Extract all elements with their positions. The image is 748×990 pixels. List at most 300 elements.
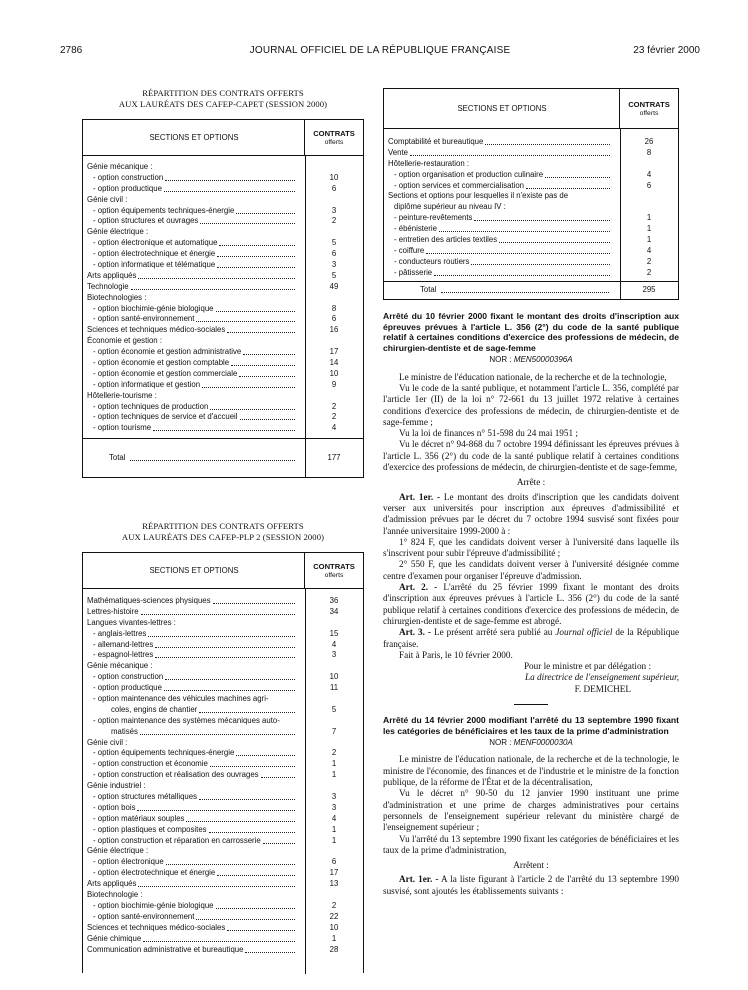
decree-1-preamble: Le ministre de l'éducation nationale, de la recherche et de la technologie, xyxy=(399,371,667,382)
dot-leader xyxy=(148,636,295,637)
dot-leader xyxy=(236,213,295,214)
dot-leader xyxy=(426,253,610,254)
row-value: 6 xyxy=(331,314,337,324)
dot-leader xyxy=(217,267,295,268)
dot-leader xyxy=(202,387,295,388)
decree-2-nor-code: MENF0000030A xyxy=(513,738,573,748)
table-row xyxy=(83,618,363,629)
row-value: 6 xyxy=(646,180,652,190)
row-label: diplôme supérieur au niveau IV : xyxy=(394,202,506,212)
table-row xyxy=(384,202,678,213)
dot-leader xyxy=(155,657,295,658)
row-label: - option maintenance des systèmes mécaniques auto- xyxy=(93,715,280,725)
table-row xyxy=(83,901,363,912)
table-row xyxy=(83,206,363,217)
journal-title: JOURNAL OFFICIEL DE LA RÉPUBLIQUE FRANÇAISE xyxy=(249,45,511,56)
row-value: 1 xyxy=(331,759,337,769)
dot-leader xyxy=(143,941,295,942)
row-label: Génie civil : xyxy=(87,737,128,747)
row-value: 2 xyxy=(646,256,652,266)
table-row xyxy=(83,759,363,770)
table-row xyxy=(384,191,678,202)
separator-rule xyxy=(514,704,548,705)
table-row xyxy=(83,282,363,293)
row-value: 17 xyxy=(329,347,339,357)
row-label: Hôtellerie-tourisme : xyxy=(87,390,157,400)
row-label: - option productique xyxy=(93,683,162,693)
row-value: 6 xyxy=(331,857,337,867)
row-label: - anglais-lettres xyxy=(93,628,147,638)
table1-total-row xyxy=(83,438,363,478)
row-label: - allemand-lettres xyxy=(93,639,154,649)
dot-leader xyxy=(243,354,295,355)
dot-leader xyxy=(261,777,295,778)
row-value: 1 xyxy=(331,933,337,943)
dot-leader xyxy=(245,952,295,953)
dot-leader xyxy=(526,188,610,189)
row-label: - option équipements techniques-énergie xyxy=(93,748,235,758)
decree-2-nor-label: NOR : xyxy=(489,738,512,748)
decree-1-article-1-text: Le montant des droits d'inscription que les candidats doivent verser aux universités pour inscription aux épreuves d'admissibilité et d'admission prévues par le décret du 7 octobre 1994 susvisé sont fixées pour l'année universitaire 1999-2000 à : xyxy=(383,491,679,536)
dot-leader xyxy=(131,289,295,290)
row-label: - option santé-environnement xyxy=(93,911,195,921)
table-row xyxy=(83,596,363,607)
row-value: 15 xyxy=(329,628,339,638)
decree-1-nor-code: MEN50000396A xyxy=(513,355,573,365)
row-value: 3 xyxy=(331,802,337,812)
dot-leader xyxy=(137,810,295,811)
table2-col-offerts-label: offerts xyxy=(324,571,344,579)
row-label: matisés xyxy=(111,726,138,736)
row-label: - option économie et gestion comptable xyxy=(93,358,230,368)
row-label: - option économie et gestion administrative xyxy=(93,347,242,357)
row-label: Génie civil : xyxy=(87,194,128,204)
row-label: Génie mécanique : xyxy=(87,661,153,671)
row-label: - option organisation et production culinaire xyxy=(394,169,544,179)
table-row xyxy=(83,846,363,857)
dot-leader xyxy=(209,832,295,833)
dot-leader xyxy=(196,919,295,920)
row-label: Génie industriel : xyxy=(87,781,146,791)
row-label: - option bois xyxy=(93,802,136,812)
table3 xyxy=(383,88,679,300)
decree-1-article-3 xyxy=(383,627,679,650)
table2-body xyxy=(83,589,363,974)
row-label: - option informatique et gestion xyxy=(93,379,201,389)
row-value: 1 xyxy=(646,213,652,223)
row-label: Comptabilité et bureautique xyxy=(388,137,484,146)
table-row xyxy=(83,260,363,271)
decree-2-title: Arrêté du 14 février 2000 modifiant l'arrêté du 13 septembre 1990 fixant les catégories de bénéficiaires et les taux de la prime d'administration xyxy=(383,714,679,736)
row-label: - option productique xyxy=(93,183,162,193)
row-label: - coiffure xyxy=(394,245,425,255)
dot-leader xyxy=(140,734,295,735)
table-row xyxy=(83,945,363,956)
dot-leader xyxy=(155,647,295,648)
decree-2-article-1-text: A la liste figurant à l'article 2 de l'arrêté du 13 septembre 1990 susvisé, sont ajoutés les établissements suivants : xyxy=(383,874,679,896)
row-label: - option construction et réalisation des ouvrages xyxy=(93,770,259,780)
table-row xyxy=(83,412,363,423)
row-label: - option construction xyxy=(93,672,164,682)
table-row xyxy=(384,148,678,159)
table-row xyxy=(384,224,678,235)
table-row xyxy=(83,380,363,391)
row-value: 5 xyxy=(331,704,337,714)
table1-total-leader xyxy=(130,460,295,461)
decree-1-visa-2: Vu la loi de finances n° 51-598 du 24 mai 1951 ; xyxy=(399,428,578,439)
dot-leader xyxy=(210,766,295,767)
table-row xyxy=(83,770,363,781)
table1-col-contrats-label: CONTRATS xyxy=(313,128,355,138)
row-label: Communication administrative et bureautique xyxy=(87,944,244,954)
dot-leader xyxy=(216,908,295,909)
table3-col-offerts-label: offerts xyxy=(639,109,659,117)
table-row xyxy=(83,162,363,173)
table1-col-sections: SECTIONS ET OPTIONS xyxy=(149,133,239,142)
row-label: Économie et gestion : xyxy=(87,336,162,346)
row-label: - option électrotechnique et énergie xyxy=(93,249,216,259)
row-label: - option maintenance des véhicules machines agri- xyxy=(93,694,269,704)
dot-leader xyxy=(199,712,295,713)
dot-leader xyxy=(210,409,295,410)
table3-header xyxy=(384,89,678,129)
table-row xyxy=(384,159,678,170)
table-row xyxy=(83,934,363,945)
row-value: 17 xyxy=(329,868,339,878)
table-row xyxy=(83,727,363,738)
row-label: - ébénisterie xyxy=(394,224,437,234)
table-row xyxy=(83,716,363,727)
table2-col-contrats-label: CONTRATS xyxy=(313,561,355,571)
row-label: - option équipements techniques-énergie xyxy=(93,205,235,215)
table-row xyxy=(83,423,363,434)
table-row xyxy=(83,836,363,847)
table1-header xyxy=(83,120,363,156)
decree-1-article-1-item-1: 1° 824 F, que les candidats doivent verser à l'université dans laquelle ils s'inscrivent pour subir l'épreuve d'admissibilité ; xyxy=(383,536,679,559)
decree-2-arretent: Arrêtent : xyxy=(513,860,549,871)
table-row xyxy=(83,629,363,640)
table-row xyxy=(83,890,363,901)
dot-leader xyxy=(165,180,295,181)
table1-title xyxy=(82,88,364,110)
table1-title-line2: AUX LAURÉATS DES CAFEP-CAPET (SESSION 2000) xyxy=(118,99,328,109)
dot-leader xyxy=(200,223,295,224)
row-value: 2 xyxy=(331,748,337,758)
decree-2-article-1 xyxy=(383,874,679,897)
row-label: Langues vivantes-lettres : xyxy=(87,617,176,627)
dot-leader xyxy=(213,603,295,604)
dot-leader xyxy=(499,242,610,243)
row-label: - option informatique et télématique xyxy=(93,260,216,270)
dot-leader xyxy=(165,679,295,680)
table3-total-label: Total xyxy=(420,285,437,294)
dot-leader xyxy=(236,755,295,756)
row-label: Biotechnologies : xyxy=(87,292,147,302)
row-label: - option construction et réparation en carrosserie xyxy=(93,835,261,845)
row-value: 3 xyxy=(331,650,337,660)
row-label: - option techniques de production xyxy=(93,401,209,411)
dot-leader xyxy=(231,365,295,366)
table-row xyxy=(83,748,363,759)
right-column xyxy=(383,88,679,897)
table-row xyxy=(83,868,363,879)
decree-1-signatory: F. DEMICHEL xyxy=(574,683,631,694)
row-label: Sciences et techniques médico-sociales xyxy=(87,922,226,932)
table3-total-leader xyxy=(441,292,609,293)
decree-1-article-2-text: L'arrêté du 25 février 1999 fixant le montant des droits d'inscription aux épreuves prévues à l'article L. 356 (2°) du code de la santé publique relatif à certaines conditions d'exercice des professions de médecin, de chirurgien-dentiste et de sage-femme est abrogé. xyxy=(383,582,680,626)
row-label: Technologie xyxy=(87,281,129,291)
row-label: coles, engins de chantier xyxy=(111,704,198,714)
dot-leader xyxy=(239,376,295,377)
row-value: 6 xyxy=(331,183,337,193)
row-label: - option tourisme xyxy=(93,423,152,433)
table-row xyxy=(83,650,363,661)
decree-1-article-2 xyxy=(383,582,679,627)
decree-1-article-2-label: Art. 2. - xyxy=(399,582,438,593)
row-label: - option construction xyxy=(93,172,164,182)
table-row xyxy=(83,391,363,402)
decree-1-article-3-journal: Journal officiel xyxy=(555,627,613,638)
row-value: 4 xyxy=(331,639,337,649)
dot-leader xyxy=(153,430,295,431)
decree-1 xyxy=(383,311,679,897)
row-label: Génie chimique xyxy=(87,933,142,943)
table3-total-value: 295 xyxy=(642,285,656,294)
decree-1-signature-2: La directrice de l'enseignement supérieur, xyxy=(525,672,679,683)
dot-leader xyxy=(186,821,295,822)
table-row xyxy=(83,325,363,336)
row-label: - conducteurs routiers xyxy=(394,256,470,266)
row-value: 3 xyxy=(331,792,337,802)
table1-total-label: Total xyxy=(109,453,126,462)
decree-1-article-1-item-2: 2° 550 F, que les candidats doivent verser à l'université désignée comme centre d'examen pour organiser l'épreuve d'admission. xyxy=(383,559,679,581)
row-value: 28 xyxy=(329,944,339,954)
dot-leader xyxy=(410,155,610,156)
decree-2-nor xyxy=(383,737,679,748)
table2-header xyxy=(83,553,363,589)
table-row xyxy=(83,672,363,683)
table-row xyxy=(83,879,363,890)
row-label: - option biochimie-génie biologique xyxy=(93,303,214,313)
row-value: 2 xyxy=(331,412,337,422)
table-row xyxy=(83,402,363,413)
table-row xyxy=(384,257,678,268)
row-label: - option électrotechnique et énergie xyxy=(93,868,216,878)
row-value: 4 xyxy=(646,245,652,255)
page-number: 2786 xyxy=(60,45,83,56)
row-value: 6 xyxy=(331,249,337,259)
table2-title-line2: AUX LAURÉATS DES CAFEP-PLP 2 (SESSION 2000) xyxy=(121,532,325,542)
decree-2-visa-1: Vu le décret n° 90-50 du 12 janvier 1990 instituant une prime d'administration et une prime de charges administratives pour certains personnels de l'enseignement supérieur relevant du ministère chargé de l'enseignement supérieur ; xyxy=(383,788,679,833)
decree-1-article-3-label: Art. 3. - xyxy=(399,627,431,638)
decree-2-preamble: Le ministre de l'éducation nationale, de la recherche et de la technologie, le ministre de l'économie, des finances et de l'industrie et le ministre de la fonction publique, de la réforme de l'État et de la décentralisation, xyxy=(383,754,679,788)
table3-body xyxy=(384,129,678,281)
dot-leader xyxy=(138,886,295,887)
row-label: Lettres-histoire xyxy=(87,606,139,616)
decree-1-nor-label: NOR : xyxy=(489,355,512,365)
row-value: 4 xyxy=(331,423,337,433)
row-label: Génie électrique : xyxy=(87,846,149,856)
dot-leader xyxy=(216,311,295,312)
table2-col-sections: SECTIONS ET OPTIONS xyxy=(149,566,239,575)
row-label: Sciences et techniques médico-sociales xyxy=(87,325,226,335)
dot-leader xyxy=(196,321,295,322)
table-row xyxy=(384,235,678,246)
table1 xyxy=(82,119,364,478)
table1-col-contrats xyxy=(304,120,363,155)
row-label: - option santé-environnement xyxy=(93,314,195,324)
table-row xyxy=(83,249,363,260)
row-label: - espagnol-lettres xyxy=(93,650,154,660)
decree-2-visa-2: Vu l'arrêté du 13 septembre 1990 fixant les catégories de bénéficiaires et les taux de la prime d'administration, xyxy=(383,833,679,855)
table-row xyxy=(83,184,363,195)
row-value: 1 xyxy=(331,770,337,780)
row-label: - option structures métalliques xyxy=(93,792,198,802)
decree-1-article-1 xyxy=(383,492,679,537)
row-label: - pâtisserie xyxy=(394,267,433,277)
row-value: 34 xyxy=(329,606,339,616)
table-row xyxy=(83,923,363,934)
table-row xyxy=(83,238,363,249)
table1-title-line1: RÉPARTITION DES CONTRATS OFFERTS xyxy=(142,88,304,98)
row-value: 1 xyxy=(646,235,652,245)
table1-body xyxy=(83,156,363,438)
row-value: 36 xyxy=(329,596,339,605)
dot-leader xyxy=(471,264,610,265)
dot-leader xyxy=(217,875,295,876)
table-row xyxy=(83,304,363,315)
table3-col-contrats-label: CONTRATS xyxy=(628,99,670,109)
row-value: 22 xyxy=(329,911,339,921)
row-value: 2 xyxy=(331,216,337,226)
row-value: 10 xyxy=(329,672,339,682)
table-row xyxy=(83,195,363,206)
row-value: 1 xyxy=(646,224,652,234)
row-value: 2 xyxy=(331,401,337,411)
row-label: Mathématiques-sciences physiques xyxy=(87,596,211,605)
row-value: 3 xyxy=(331,205,337,215)
row-label: - option matériaux souples xyxy=(93,813,185,823)
dot-leader xyxy=(199,799,295,800)
table-row xyxy=(83,607,363,618)
row-label: - option construction et économie xyxy=(93,759,208,769)
decree-1-nor xyxy=(383,354,679,365)
row-label: - option biochimie-génie biologique xyxy=(93,900,214,910)
table-row xyxy=(83,738,363,749)
table-row xyxy=(384,137,678,148)
decree-1-article-1-label: Art. 1er. - xyxy=(399,491,441,502)
table-row xyxy=(384,213,678,224)
row-label: - option économie et gestion commerciale xyxy=(93,368,238,378)
decree-1-visa-3: Vu le décret n° 94-868 du 7 octobre 1994 définissant les épreuves prévues à l'article L. 356 (2°) du code de la santé publique relatif à certaines conditions d'exercice des professions de médecin, de chirurgien-dentiste et de sage-femme, xyxy=(383,439,679,473)
table-row xyxy=(83,336,363,347)
table2 xyxy=(82,552,364,973)
dot-leader xyxy=(227,332,295,333)
row-label: - option plastiques et composites xyxy=(93,824,207,834)
decree-1-article-3-text-a: Le présent arrêté sera publié au xyxy=(433,627,553,638)
table-row xyxy=(83,173,363,184)
row-value: 10 xyxy=(329,172,339,182)
row-label: - option électronique et automatique xyxy=(93,238,218,248)
dot-leader xyxy=(545,177,610,178)
decree-1-arrete: Arrête : xyxy=(516,477,546,488)
row-label: Génie électrique : xyxy=(87,227,149,237)
decree-1-title: Arrêté du 10 février 2000 fixant le montant des droits d'inscription aux épreuves prévues à l'article L. 356 (2°) du code de la santé publique relatif à certaines conditions d'exercice des professions de médecin, de chirurgien-dentiste et de sage-femme xyxy=(383,311,679,353)
table-row xyxy=(83,781,363,792)
table1-col-offerts-label: offerts xyxy=(324,138,344,146)
row-label: Génie mécanique : xyxy=(87,162,153,171)
dot-leader xyxy=(166,864,295,865)
table-row xyxy=(83,683,363,694)
row-label: - entretien des articles textiles xyxy=(394,235,498,245)
table-row xyxy=(83,857,363,868)
row-value: 11 xyxy=(329,683,339,693)
decree-1-date: Fait à Paris, le 10 février 2000. xyxy=(399,649,513,660)
row-label: - option techniques de service et d'accueil xyxy=(93,412,238,422)
decree-1-visa-1: Vu le code de la santé publique, et notamment l'article L. 356, complété par l'article 1er (II) de la loi n° 72-661 du 13 juillet 1972 relative à certaines conditions d'exercice des professions de médecin, de chirurgien-dentiste et de sage-femme ; xyxy=(383,382,679,427)
decree-1-article-3-text-b: de la République française. xyxy=(383,627,680,649)
dot-leader xyxy=(439,231,610,232)
row-label: - option services et commercialisation xyxy=(394,180,524,190)
row-value: 4 xyxy=(331,813,337,823)
dot-leader xyxy=(138,278,295,279)
table-row xyxy=(83,227,363,238)
dot-leader xyxy=(164,690,295,691)
table2-title-line1: RÉPARTITION DES CONTRATS OFFERTS xyxy=(142,521,304,531)
table-row xyxy=(83,705,363,716)
issue-date: 23 février 2000 xyxy=(633,45,700,56)
table2-title xyxy=(82,521,364,543)
row-value: 14 xyxy=(329,358,339,368)
row-value: 10 xyxy=(329,922,339,932)
table-row xyxy=(83,347,363,358)
table-row xyxy=(83,293,363,304)
row-value: 5 xyxy=(331,270,337,280)
row-label: - option structures et ouvrages xyxy=(93,216,199,226)
row-value: 1 xyxy=(331,835,337,845)
table-row xyxy=(83,803,363,814)
row-value: 5 xyxy=(331,238,337,248)
row-label: Hôtellerie-restauration : xyxy=(388,158,470,168)
table-row xyxy=(384,181,678,192)
row-value: 7 xyxy=(331,726,337,736)
decree-1-signature-1: Pour le ministre et par délégation : xyxy=(523,661,651,672)
dot-leader xyxy=(240,419,295,420)
table-row xyxy=(83,792,363,803)
row-label: Arts appliqués xyxy=(87,879,137,889)
dot-leader xyxy=(141,614,295,615)
row-value: 1 xyxy=(331,824,337,834)
row-value: 8 xyxy=(331,303,337,313)
left-column xyxy=(82,88,364,973)
dot-leader xyxy=(227,930,295,931)
dot-leader xyxy=(217,256,295,257)
table-row xyxy=(384,246,678,257)
page-header xyxy=(60,45,700,59)
decree-2-article-1-label: Art. 1er. - xyxy=(399,874,439,885)
row-value: 2 xyxy=(331,900,337,910)
table-row xyxy=(83,825,363,836)
dot-leader xyxy=(485,144,610,145)
table-row xyxy=(83,314,363,325)
dot-leader xyxy=(164,191,295,192)
row-value: 8 xyxy=(646,147,652,157)
row-value: 16 xyxy=(329,325,339,335)
dot-leader xyxy=(263,843,295,844)
table-row xyxy=(384,170,678,181)
row-label: - option électronique xyxy=(93,857,164,867)
row-value: 26 xyxy=(644,137,654,146)
